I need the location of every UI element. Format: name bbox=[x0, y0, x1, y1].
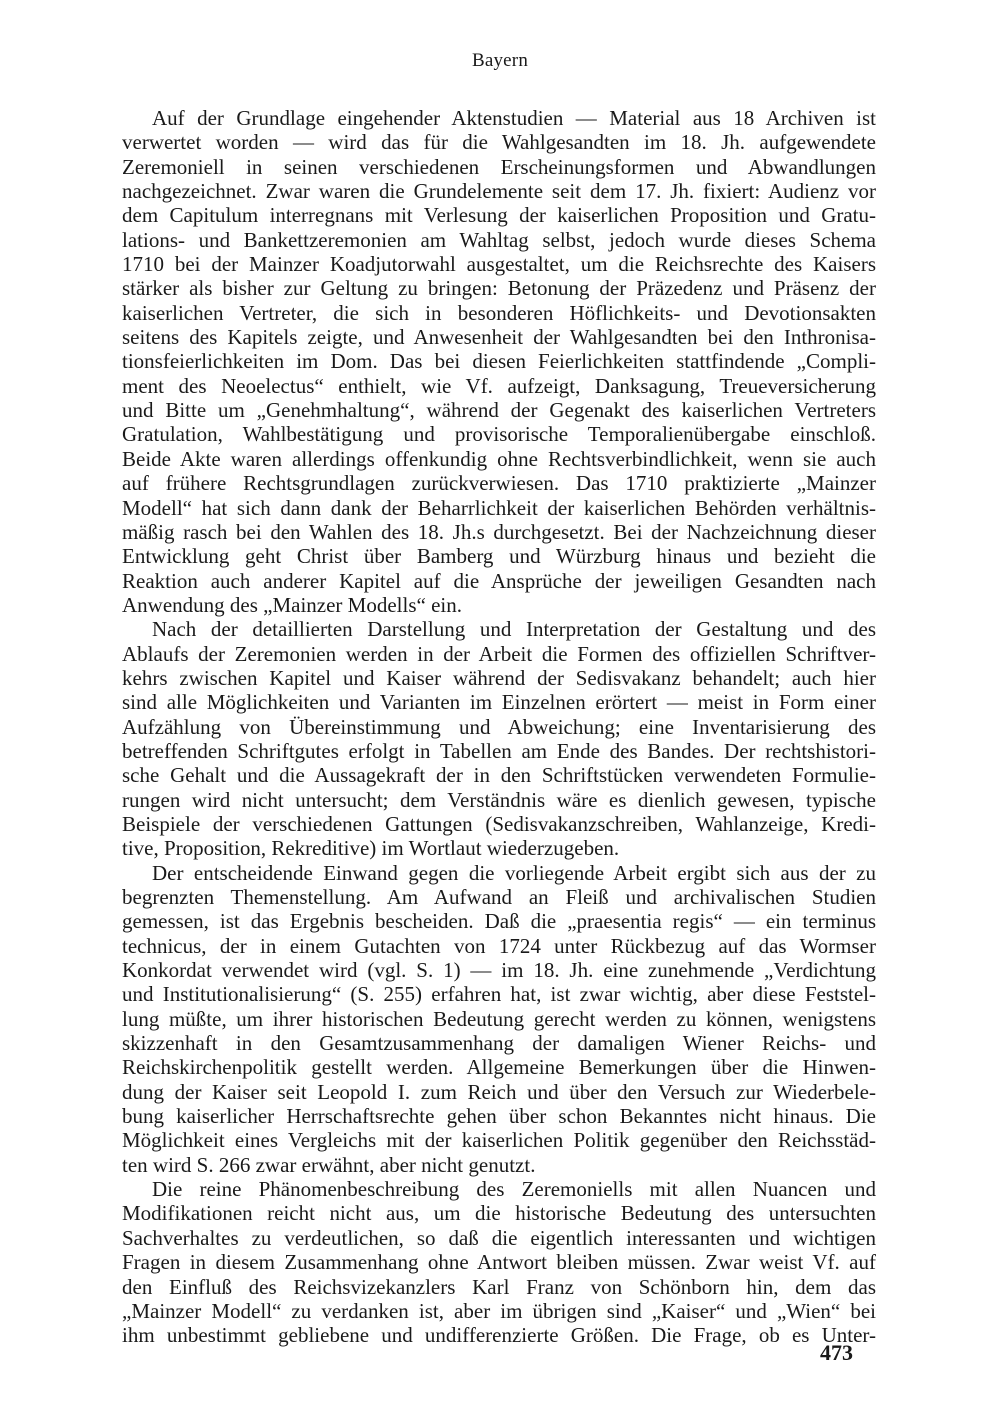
text-line: gemessen, ist das Ergebnis bescheiden. Daß die „praesentia regis“ — ein terminus bbox=[122, 909, 876, 934]
text-line: technicus, der in einem Gutachten von 1724 unter Rückbezug auf das Wormser bbox=[122, 933, 876, 958]
text-line: Konkordat verwendet wird (vgl. S. 1) — im 18. Jh. eine zunehmende „Verdichtung bbox=[122, 958, 876, 983]
text-line: Beispiele der verschiedenen Gattungen (Sedisvakanzschreiben, Wahlanzeige, Kredi- bbox=[122, 811, 876, 836]
text-line: tive, Proposition, Rekreditive) im Wortlaut wiederzugeben. bbox=[122, 836, 620, 861]
body-text bbox=[122, 106, 876, 1348]
text-line: Ablaufs der Zeremonien werden in der Arbeit die Formen des offiziellen Schriftver- bbox=[122, 641, 876, 666]
text-line: Entwicklung geht Christ über Bamberg und Würzburg hinaus und bezieht die bbox=[122, 544, 876, 569]
text-line: lations- und Bankettzeremonien am Wahltag selbst, jedoch wurde dieses Schema bbox=[122, 227, 876, 252]
text-line: betreffenden Schriftgutes erfolgt in Tabellen am Ende des Bandes. Der rechtshistori- bbox=[122, 738, 876, 763]
page-number: 473 bbox=[820, 1340, 853, 1365]
text-line: Nach der detaillierten Darstellung und Interpretation der Gestaltung und des bbox=[152, 617, 876, 642]
text-line: Gratulation, Wahlbestätigung und provisorische Temporalienübergabe einschloß. bbox=[122, 422, 876, 447]
text-line: tionsfeierlichkeiten im Dom. Das bei diesen Feierlichkeiten stattfindende „Compli- bbox=[122, 349, 876, 374]
text-line: Sachverhaltes zu verdeutlichen, so daß die eigentlich interessanten und wichtigen bbox=[122, 1225, 876, 1250]
paragraph bbox=[122, 106, 876, 617]
text-line: kehrs zwischen Kapitel und Kaiser während der Sedisvakanz behandelt; auch hier bbox=[122, 665, 876, 690]
text-line: sche Gehalt und die Aussagekraft der in den Schriftstücken verwendeten Formulie- bbox=[122, 763, 876, 788]
text-line: ment des Neoelectus“ enthielt, wie Vf. aufzeigt, Danksagung, Treueversicherung bbox=[122, 373, 876, 398]
text-line: Beide Akte waren allerdings offenkundig ohne Rechtsverbindlichkeit, wenn sie auch bbox=[122, 446, 876, 471]
text-line: Zeremoniell in seinen verschiedenen Erscheinungsformen und Abwandlungen bbox=[122, 154, 876, 179]
text-line: lung müßte, um ihrer historischen Bedeutung gerecht werden zu können, wenigstens bbox=[122, 1006, 876, 1031]
text-line: Auf der Grundlage eingehender Aktenstudien — Material aus 18 Archiven ist bbox=[152, 106, 876, 130]
text-line: Aufzählung von Übereinstimmung und Abweichung; eine Inventarisierung des bbox=[122, 714, 876, 739]
running-head: Bayern bbox=[471, 50, 529, 71]
text-line: Modell“ hat sich dann dank der Beharrlichkeit der kaiserlichen Behörden verhältnis- bbox=[122, 495, 876, 520]
text-line: bung kaiserlicher Herrschaftsrechte gehen über schon Bekanntes nicht hinaus. Die bbox=[122, 1104, 876, 1129]
text-line: Reichskirchenpolitik gestellt werden. Allgemeine Bemerkungen über die Hinwen- bbox=[122, 1055, 876, 1080]
text-line: den Einfluß des Reichsvizekanzlers Karl Franz von Schönborn hin, dem das bbox=[122, 1274, 876, 1299]
text-line: verwertet worden — wird das für die Wahlgesandten im 18. Jh. aufgewendete bbox=[122, 130, 876, 155]
text-line: Möglichkeit eines Vergleichs mit der kaiserlichen Politik gegenüber den Reichsstäd- bbox=[122, 1128, 876, 1153]
text-line: begrenzten Themenstellung. Am Aufwand an Fleiß und archivalischen Studien bbox=[122, 885, 876, 909]
text-line: seitens des Kapitels zeigte, und Anwesenheit der Wahlgesandten bei den Inthronisa- bbox=[122, 325, 876, 350]
text-line: skizzenhaft in den Gesamtzusammenhang der damaligen Wiener Reichs- und bbox=[122, 1031, 876, 1056]
text-line: Der entscheidende Einwand gegen die vorliegende Arbeit ergibt sich aus der zu bbox=[152, 860, 876, 885]
text-line: stärker als bisher zur Geltung zu bringen: Betonung der Präzedenz und Präsenz der bbox=[122, 276, 876, 301]
text-line: Die reine Phänomenbeschreibung des Zeremoniells mit allen Nuancen und bbox=[152, 1177, 876, 1202]
text-line: Anwendung des „Mainzer Modells“ ein. bbox=[122, 592, 462, 617]
text-line: rungen wird nicht untersucht; dem Verständnis wäre es dienlich gewesen, typische bbox=[122, 787, 876, 812]
text-line: Fragen in diesem Zusammenhang ohne Antwort bleiben müssen. Zwar weist Vf. auf bbox=[122, 1250, 876, 1275]
text-line: 1710 bei der Mainzer Koadjutorwahl ausgestaltet, um die Reichsrechte des Kaisers bbox=[122, 252, 876, 277]
text-line: „Mainzer Modell“ zu verdanken ist, aber im übrigen sind „Kaiser“ und „Wien“ bei bbox=[122, 1298, 876, 1323]
text-line: und Bitte um „Genehmhaltung“, während der Gegenakt des kaiserlichen Vertreters bbox=[122, 398, 876, 423]
text-line: Reaktion auch anderer Kapitel auf die Ansprüche der jeweiligen Gesandten nach bbox=[122, 568, 876, 593]
text-line: dem Capitulum interregnans mit Verlesung der kaiserlichen Proposition und Gratu- bbox=[122, 203, 876, 228]
text-line: mäßig rasch bei den Wahlen des 18. Jh.s durchgesetzt. Bei der Nachzeichnung dieser bbox=[122, 519, 876, 544]
text-line: dung der Kaiser seit Leopold I. zum Reich und über den Versuch zur Wiederbele- bbox=[122, 1079, 876, 1104]
text-line: ihm unbestimmt gebliebene und undifferenzierte Größen. Die Frage, ob es Unter- bbox=[122, 1323, 876, 1348]
text-line: und Institutionalisierung“ (S. 255) erfahren hat, ist zwar wichtig, aber diese Feststel- bbox=[122, 982, 876, 1007]
text-line: kaiserlichen Vertreter, die sich in besonderen Höflichkeits- und Devotionsakten bbox=[122, 300, 876, 325]
text-line: ten wird S. 266 zwar erwähnt, aber nicht genutzt. bbox=[122, 1152, 536, 1177]
paragraph bbox=[122, 861, 876, 1177]
text-line: auf frühere Rechtsgrundlagen zurückverwiesen. Das 1710 praktizierte „Mainzer bbox=[122, 471, 876, 496]
text-line: Modifikationen reicht nicht aus, um die historische Bedeutung des untersuchten bbox=[122, 1201, 876, 1226]
paragraph bbox=[122, 617, 876, 860]
paragraph bbox=[122, 1177, 876, 1347]
text-line: sind alle Möglichkeiten und Varianten im Einzelnen erörtert — meist in Form einer bbox=[122, 690, 876, 715]
text-line: nachgezeichnet. Zwar waren die Grundelemente seit dem 17. Jh. fixiert: Audienz vor bbox=[122, 179, 876, 204]
